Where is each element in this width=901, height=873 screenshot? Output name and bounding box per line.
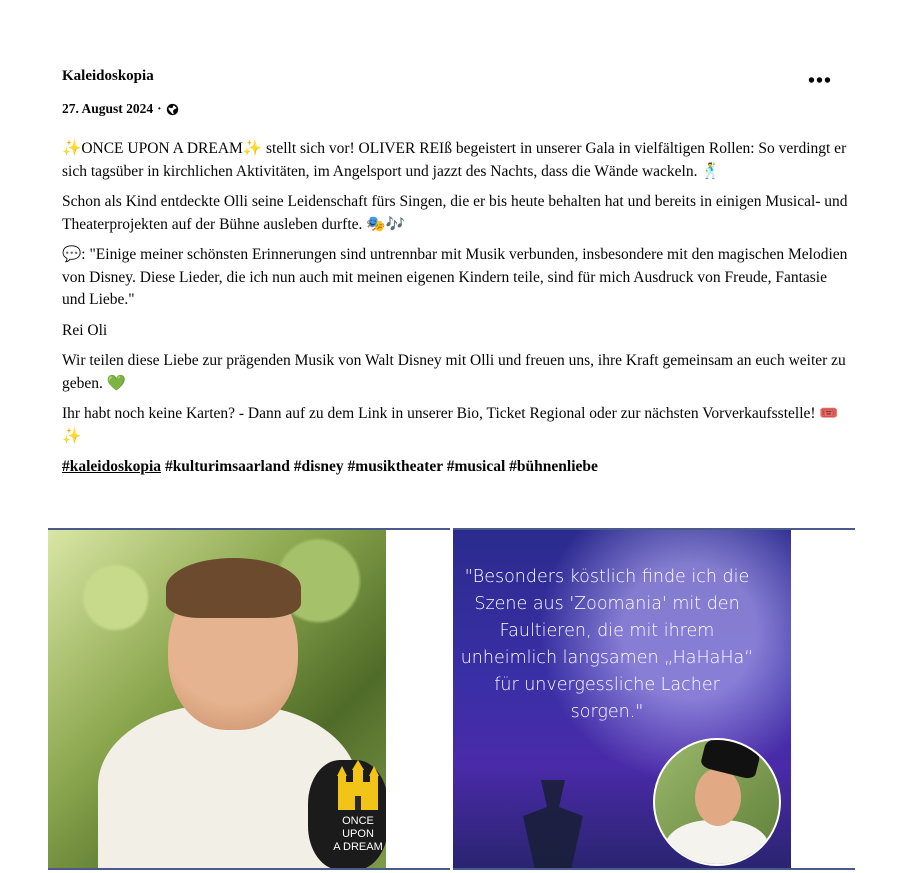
hashtag-link[interactable]: #kulturimsaarland <box>164 458 290 475</box>
meta-separator: · <box>157 101 162 116</box>
sparkle-emoji: ✨ <box>62 140 82 157</box>
post-paragraph-1 <box>62 138 852 183</box>
quote-graphic <box>453 530 791 868</box>
post-text <box>62 138 852 487</box>
paragraph-text: stellt sich vor! OLIVER REIß begeistert in unserer Gala in vielfältigen Rollen: So verdingt er sich tagsüber in kirchlichen Aktivitäten, im Angelsport und jazzt des Nachts, dass die Wände wackeln. 🕺 <box>62 140 847 180</box>
hashtag-link[interactable]: #musiktheater <box>347 458 443 475</box>
post-meta <box>62 101 179 117</box>
hashtag-link[interactable]: #bühnenliebe <box>509 458 598 475</box>
logo-line-1: ONCE <box>342 815 374 827</box>
hashtag-link[interactable]: #musical <box>446 458 506 475</box>
fairy-silhouette <box>523 780 583 868</box>
more-options-button[interactable] <box>808 72 832 90</box>
hashtag-link[interactable]: #kaleidoskopia <box>62 458 162 475</box>
show-title: ONCE UPON A DREAM <box>81 140 243 157</box>
post-paragraph-5: Wir teilen diese Liebe zur prägenden Musik von Walt Disney mit Olli und freuen uns, ihre Kraft gemeinsam an euch weiter zu geben. 💚 <box>62 352 846 392</box>
hashtag-link[interactable]: #disney <box>293 458 344 475</box>
globe-icon <box>166 103 179 116</box>
post-paragraph-2: Schon als Kind entdeckte Olli seine Leidenschaft fürs Singen, die er bis heute behalten hat und bereits in einigen Musical- und Theaterprojekten auf der Bühne ausleben durfte. 🎭🎶 <box>62 193 848 233</box>
castle-icon <box>336 760 380 810</box>
post-date[interactable]: 27. August 2024 <box>62 101 154 116</box>
post-paragraph-4: Rei Oli <box>62 321 108 339</box>
logo-line-3: A DREAM <box>333 841 383 853</box>
portrait-photo <box>48 530 386 868</box>
logo-line-2: UPON <box>342 828 374 840</box>
hair <box>166 558 301 618</box>
more-dots-icon: ••• <box>808 70 833 92</box>
portrait-circle <box>653 738 781 866</box>
media-photo-1[interactable] <box>48 528 450 870</box>
post-author[interactable]: Kaleidoskopia <box>62 68 154 84</box>
once-upon-a-dream-logo <box>330 760 386 860</box>
media-photo-2[interactable] <box>453 528 855 870</box>
quote-text: "Besonders köstlich finde ich die Szene aus 'Zoomania' mit den Faultieren, die mit ihrem unheimlich langsamen „HaHaHa“ für unvergessliche Lacher sorgen." <box>460 567 754 722</box>
sparkle-emoji: ✨ <box>242 140 263 157</box>
circle-face <box>695 768 741 826</box>
post-paragraph-6: Ihr habt noch keine Karten? - Dann auf zu dem Link in unserer Bio, Ticket Regional oder zur nächsten Vorverkaufsstelle! 🎟️✨ <box>62 405 839 445</box>
circle-shirt <box>665 820 769 866</box>
hashtags <box>62 456 852 479</box>
post-paragraph-3: 💬: "Einige meiner schönsten Erinnerungen sind untrennbar mit Musik verbunden, insbesondere mit den magischen Melodien von Disney. Diese Lieder, die ich nun auch mit meinen eigenen Kindern teile, sind für mich Ausdruck von Freude, Fantasie und Liebe." <box>62 246 848 308</box>
